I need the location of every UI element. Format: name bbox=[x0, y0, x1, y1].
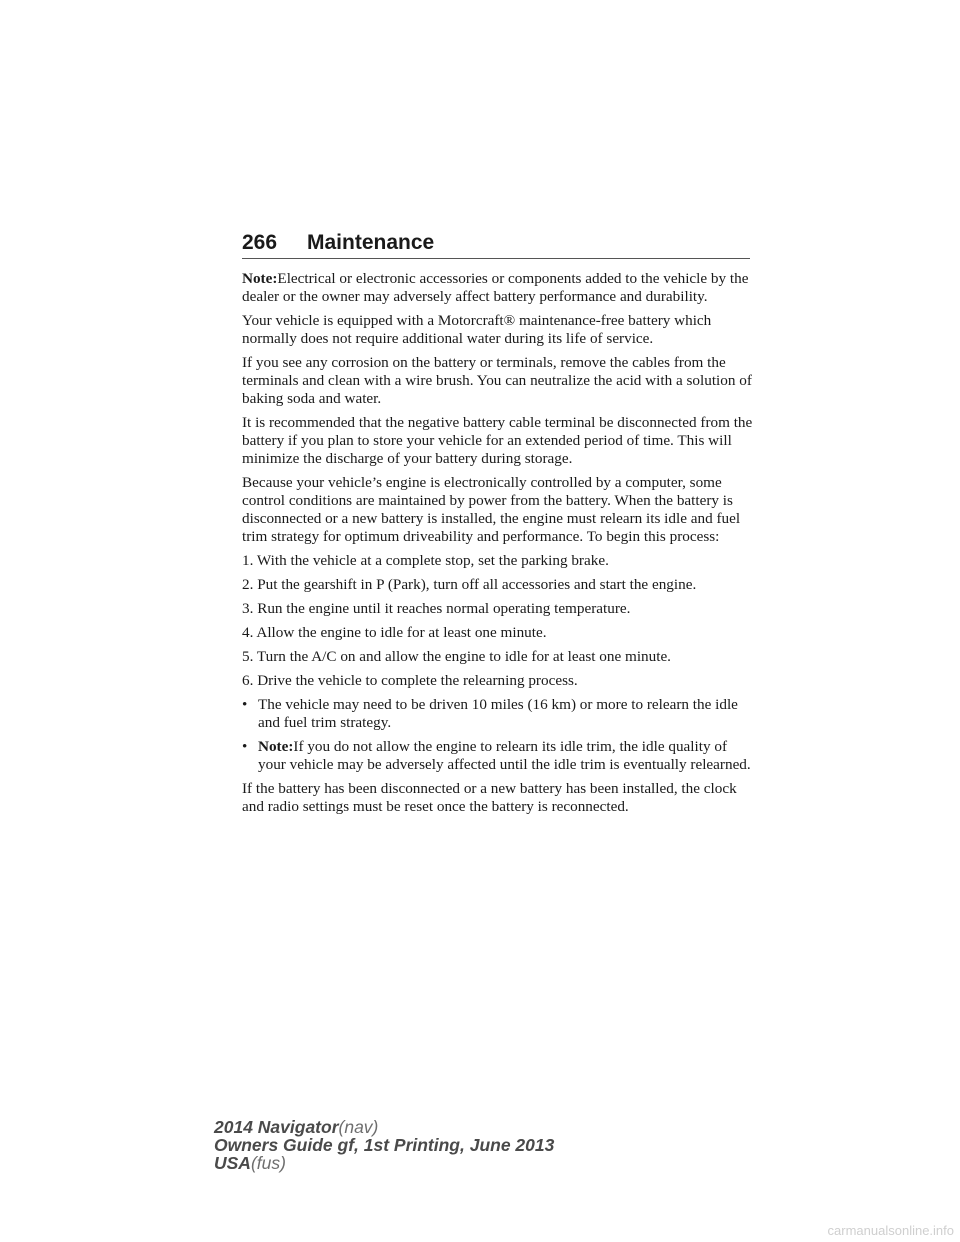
page-number: 266 bbox=[242, 231, 278, 254]
page-content bbox=[242, 270, 754, 822]
bullet-icon: • bbox=[242, 696, 248, 713]
note-paragraph bbox=[242, 270, 754, 306]
step-5: 5. Turn the A/C on and allow the engine to idle for at least one minute. bbox=[242, 648, 671, 665]
step-3: 3. Run the engine until it reaches normal operating temperature. bbox=[242, 600, 631, 617]
bullet-item-distance bbox=[242, 696, 754, 732]
paragraph-corrosion: If you see any corrosion on the battery or terminals, remove the cables from the terminals and clean with a wire brush. You can neutralize the acid with a solution of baking soda and water. bbox=[242, 354, 752, 407]
paragraph-storage: It is recommended that the negative battery cable terminal be disconnected from the battery if you plan to store your vehicle for an extended period of time. This will minimize the discharge of your battery during storage. bbox=[242, 414, 753, 467]
footer-guide: Owners Guide gf, 1st Printing, June 2013 bbox=[214, 1135, 555, 1155]
step-4: 4. Allow the engine to idle for at least one minute. bbox=[242, 624, 547, 641]
bullet-note-text: If you do not allow the engine to relearn its idle trim, the idle quality of your vehicle may be adversely affected until the idle trim is eventually relearned. bbox=[258, 738, 751, 773]
paragraph-relearn: Because your vehicle’s engine is electronically controlled by a computer, some control conditions are maintained by power from the battery. When the battery is disconnected or a new battery is installed, the engine must relearn its idle and fuel trim strategy for optimum driveability and performance. To begin this process: bbox=[242, 474, 741, 545]
paragraph-motorcraft: Your vehicle is equipped with a Motorcraft® maintenance-free battery which normally does not require additional water during its life of service. bbox=[242, 312, 712, 347]
step-2: 2. Put the gearshift in P (Park), turn off all accessories and start the engine. bbox=[242, 576, 697, 593]
note-label: Note: bbox=[242, 270, 278, 287]
note-text: Electrical or electronic accessories or components added to the vehicle by the dealer or the owner may adversely affect battery performance and durability. bbox=[242, 270, 749, 305]
footer-region-line bbox=[214, 1154, 554, 1172]
footer-model-code: (nav) bbox=[338, 1117, 379, 1137]
step-1: 1. With the vehicle at a complete stop, set the parking brake. bbox=[242, 552, 609, 569]
paragraph-closing: If the battery has been disconnected or a new battery has been installed, the clock and radio settings must be reset once the battery is reconnected. bbox=[242, 780, 737, 815]
bullet-icon: • bbox=[242, 738, 248, 755]
footer-region-code: (fus) bbox=[250, 1153, 286, 1173]
bullet-item-note bbox=[242, 738, 754, 774]
step-6: 6. Drive the vehicle to complete the relearning process. bbox=[242, 672, 578, 689]
footer-model-line bbox=[214, 1118, 554, 1136]
bullet-text: The vehicle may need to be driven 10 miles (16 km) or more to relearn the idle and fuel trim strategy. bbox=[258, 696, 738, 731]
bullet-note-label: Note: bbox=[258, 738, 294, 755]
footer-model: 2014 Navigator bbox=[214, 1117, 339, 1137]
footer-region: USA bbox=[214, 1153, 251, 1173]
section-title: Maintenance bbox=[307, 231, 435, 254]
document-footer bbox=[214, 1118, 554, 1172]
watermark: carmanualsonline.info bbox=[827, 1223, 954, 1238]
page-header bbox=[242, 230, 750, 259]
